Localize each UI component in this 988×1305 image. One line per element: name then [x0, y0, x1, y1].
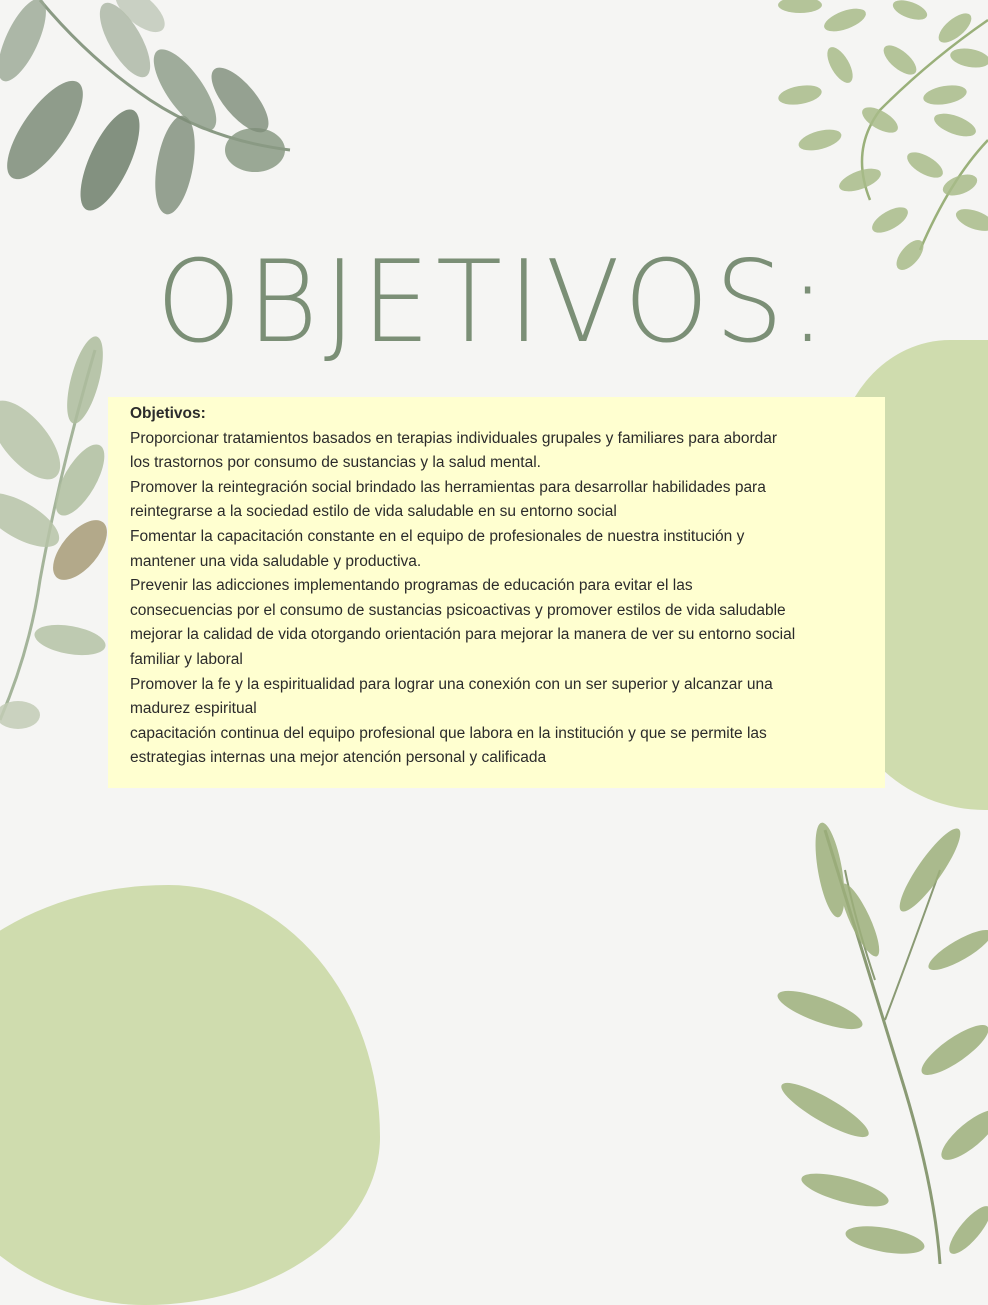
objective-line: capacitación continua del equipo profesional que labora en la institución y que se permite las	[130, 724, 767, 742]
objective-line: los trastornos por consumo de sustancias y la salud mental.	[130, 454, 541, 472]
olive-branch-icon	[765, 810, 988, 1264]
objectives-card	[108, 397, 885, 788]
leaf-branch-icon	[0, 0, 310, 230]
objective-line: Promover la reintegración social brindado las herramientas para desarrollar habilidades para	[130, 478, 766, 496]
objective-line: reintegrarse a la sociedad estilo de vida saludable en su entorno social	[130, 503, 617, 521]
objective-line: mantener una vida saludable y productiva.	[130, 552, 422, 570]
objective-line: estrategias internas una mejor atención personal y calificada	[130, 749, 547, 767]
objective-line: Fomentar la capacitación constante en el equipo de profesionales de nuestra institución y	[130, 527, 745, 545]
leaf-sprig-icon	[0, 320, 115, 760]
objective-line: consecuencias por el consumo de sustancias psicoactivas y promover estilos de vida saludable	[130, 601, 786, 619]
objective-line: Proporcionar tratamientos basados en terapias individuales grupales y familiares para abordar	[130, 429, 778, 447]
objective-line: mejorar la calidad de vida otorgando orientación para mejorar la manera de ver su entorno social	[130, 626, 796, 644]
decorative-blob-bottom	[0, 885, 380, 1305]
objective-line: Prevenir las adicciones implementando programas de educación para evitar el las	[130, 577, 693, 595]
objective-line: Promover la fe y la espiritualidad para lograr una conexión con un ser superior y alcanzar una	[130, 675, 773, 693]
objective-line: madurez espiritual	[130, 700, 257, 718]
page-title: OBJETIVOS:	[156, 236, 832, 369]
objective-line: familiar y laboral	[130, 650, 243, 668]
card-heading: Objetivos:	[130, 405, 206, 422]
